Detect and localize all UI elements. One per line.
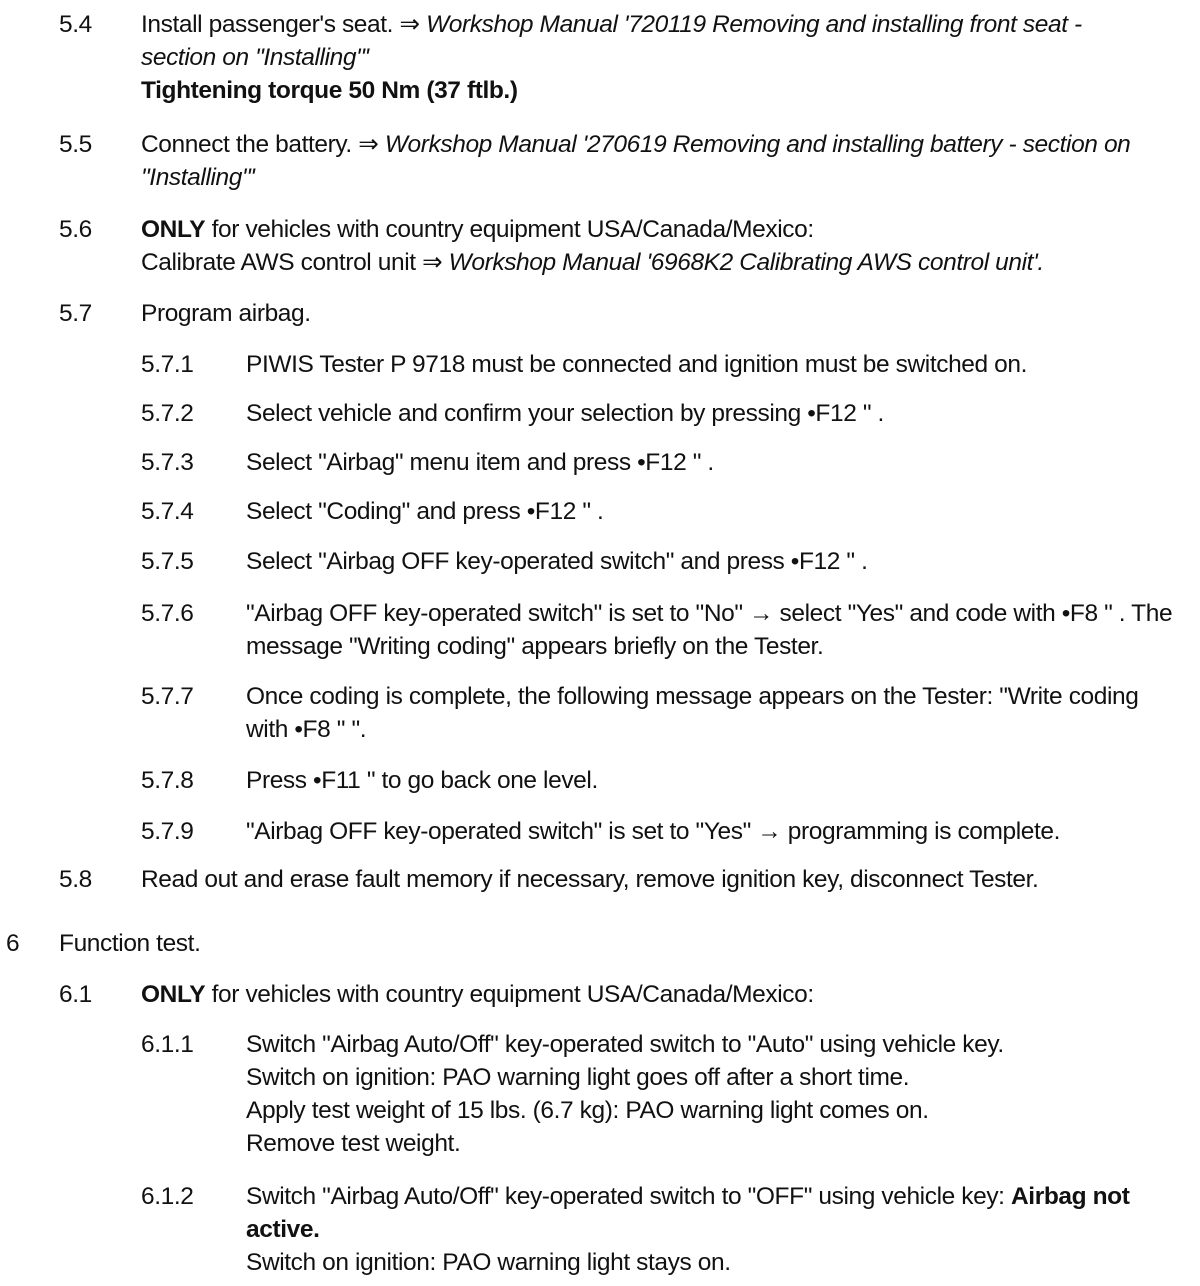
step-number: 5.7.4 (141, 498, 194, 525)
step-number: 6.1.2 (141, 1183, 194, 1210)
instruction: Connect the battery. (141, 131, 352, 158)
step-text (141, 128, 1186, 194)
instruction-line: Apply test weight of 15 lbs. (6.7 kg): PAO warning light comes on. (246, 1097, 929, 1124)
condition-text: for vehicles with country equipment USA/Canada/Mexico: (211, 216, 814, 243)
instruction: Switch "Airbag Auto/Off" key-operated switch to "OFF" using vehicle key: (246, 1183, 1005, 1210)
step-text (141, 978, 1186, 1011)
step-number: 5.7.8 (141, 767, 194, 794)
step-number: 5.7.6 (141, 600, 194, 627)
step-number: 6 (6, 930, 20, 957)
manual-reference[interactable]: Workshop Manual '270619 Removing and installing battery - section on "Installing"' (141, 131, 1131, 191)
tightening-torque: Tightening torque 50 Nm (37 ftlb.) (141, 77, 518, 104)
step-text: Select "Airbag OFF key-operated switch" and press •F12 " . (246, 548, 868, 575)
step-number: 5.4 (59, 11, 92, 38)
step-text (246, 1180, 1186, 1279)
step-text: Select vehicle and confirm your selection by pressing •F12 " . (246, 400, 884, 427)
step-number: 5.6 (59, 216, 92, 243)
condition-text: for vehicles with country equipment USA/Canada/Mexico: (211, 981, 814, 1008)
step-text (141, 213, 1186, 279)
instruction-line: Switch on ignition: PAO warning light stays on. (246, 1249, 731, 1276)
step-text: Select "Coding" and press •F12 " . (246, 498, 604, 525)
instruction-line: Switch on ignition: PAO warning light goes off after a short time. (246, 1064, 910, 1091)
step-text: PIWIS Tester P 9718 must be connected and ignition must be switched on. (246, 351, 1028, 378)
instruction-line: Remove test weight. (246, 1130, 461, 1157)
step-number: 5.7.7 (141, 683, 194, 710)
step-number: 5.7.9 (141, 818, 194, 845)
step-text: "Airbag OFF key-operated switch" is set to "No" → select "Yes" and code with •F8 " . The message "Writing coding" appears briefly on the Tester. (246, 600, 1173, 660)
warning-text: Airbag not active. (246, 1183, 1130, 1243)
step-number: 5.7.1 (141, 351, 194, 378)
step-number: 6.1.1 (141, 1031, 194, 1058)
step-text (141, 8, 1140, 107)
manual-reference[interactable]: Workshop Manual '6968K2 Calibrating AWS control unit'. (448, 249, 1044, 276)
step-text: Select "Airbag" menu item and press •F12 " . (246, 449, 714, 476)
step-text: Press •F11 " to go back one level. (246, 767, 598, 794)
instruction: Calibrate AWS control unit (141, 249, 416, 276)
step-text: Read out and erase fault memory if necessary, remove ignition key, disconnect Tester. (141, 866, 1039, 893)
manual-reference[interactable]: Workshop Manual '720119 Removing and installing front seat - section on "Installing"' (141, 11, 1082, 71)
instruction-line: Switch "Airbag Auto/Off" key-operated switch to "Auto" using vehicle key. (246, 1031, 1004, 1058)
step-text: Once coding is complete, the following message appears on the Tester: "Write coding with •F8 " ". (246, 683, 1139, 743)
step-number: 6.1 (59, 981, 92, 1008)
step-text: "Airbag OFF key-operated switch" is set to "Yes" → programming is complete. (246, 818, 1061, 845)
step-number: 5.7.2 (141, 400, 194, 427)
step-text: Function test. (59, 930, 201, 957)
arrow-icon: ⇒ (422, 249, 443, 276)
arrow-icon: ⇒ (358, 131, 379, 158)
step-number: 5.7.5 (141, 548, 194, 575)
instruction: Install passenger's seat. (141, 11, 394, 38)
step-number: 5.7 (59, 300, 92, 327)
step-number: 5.5 (59, 131, 92, 158)
arrow-icon: ⇒ (399, 11, 420, 38)
only-label: ONLY (141, 216, 206, 243)
step-text: Program airbag. (141, 300, 311, 327)
step-text (246, 1028, 1186, 1160)
step-number: 5.7.3 (141, 449, 194, 476)
only-label: ONLY (141, 981, 206, 1008)
step-number: 5.8 (59, 866, 92, 893)
